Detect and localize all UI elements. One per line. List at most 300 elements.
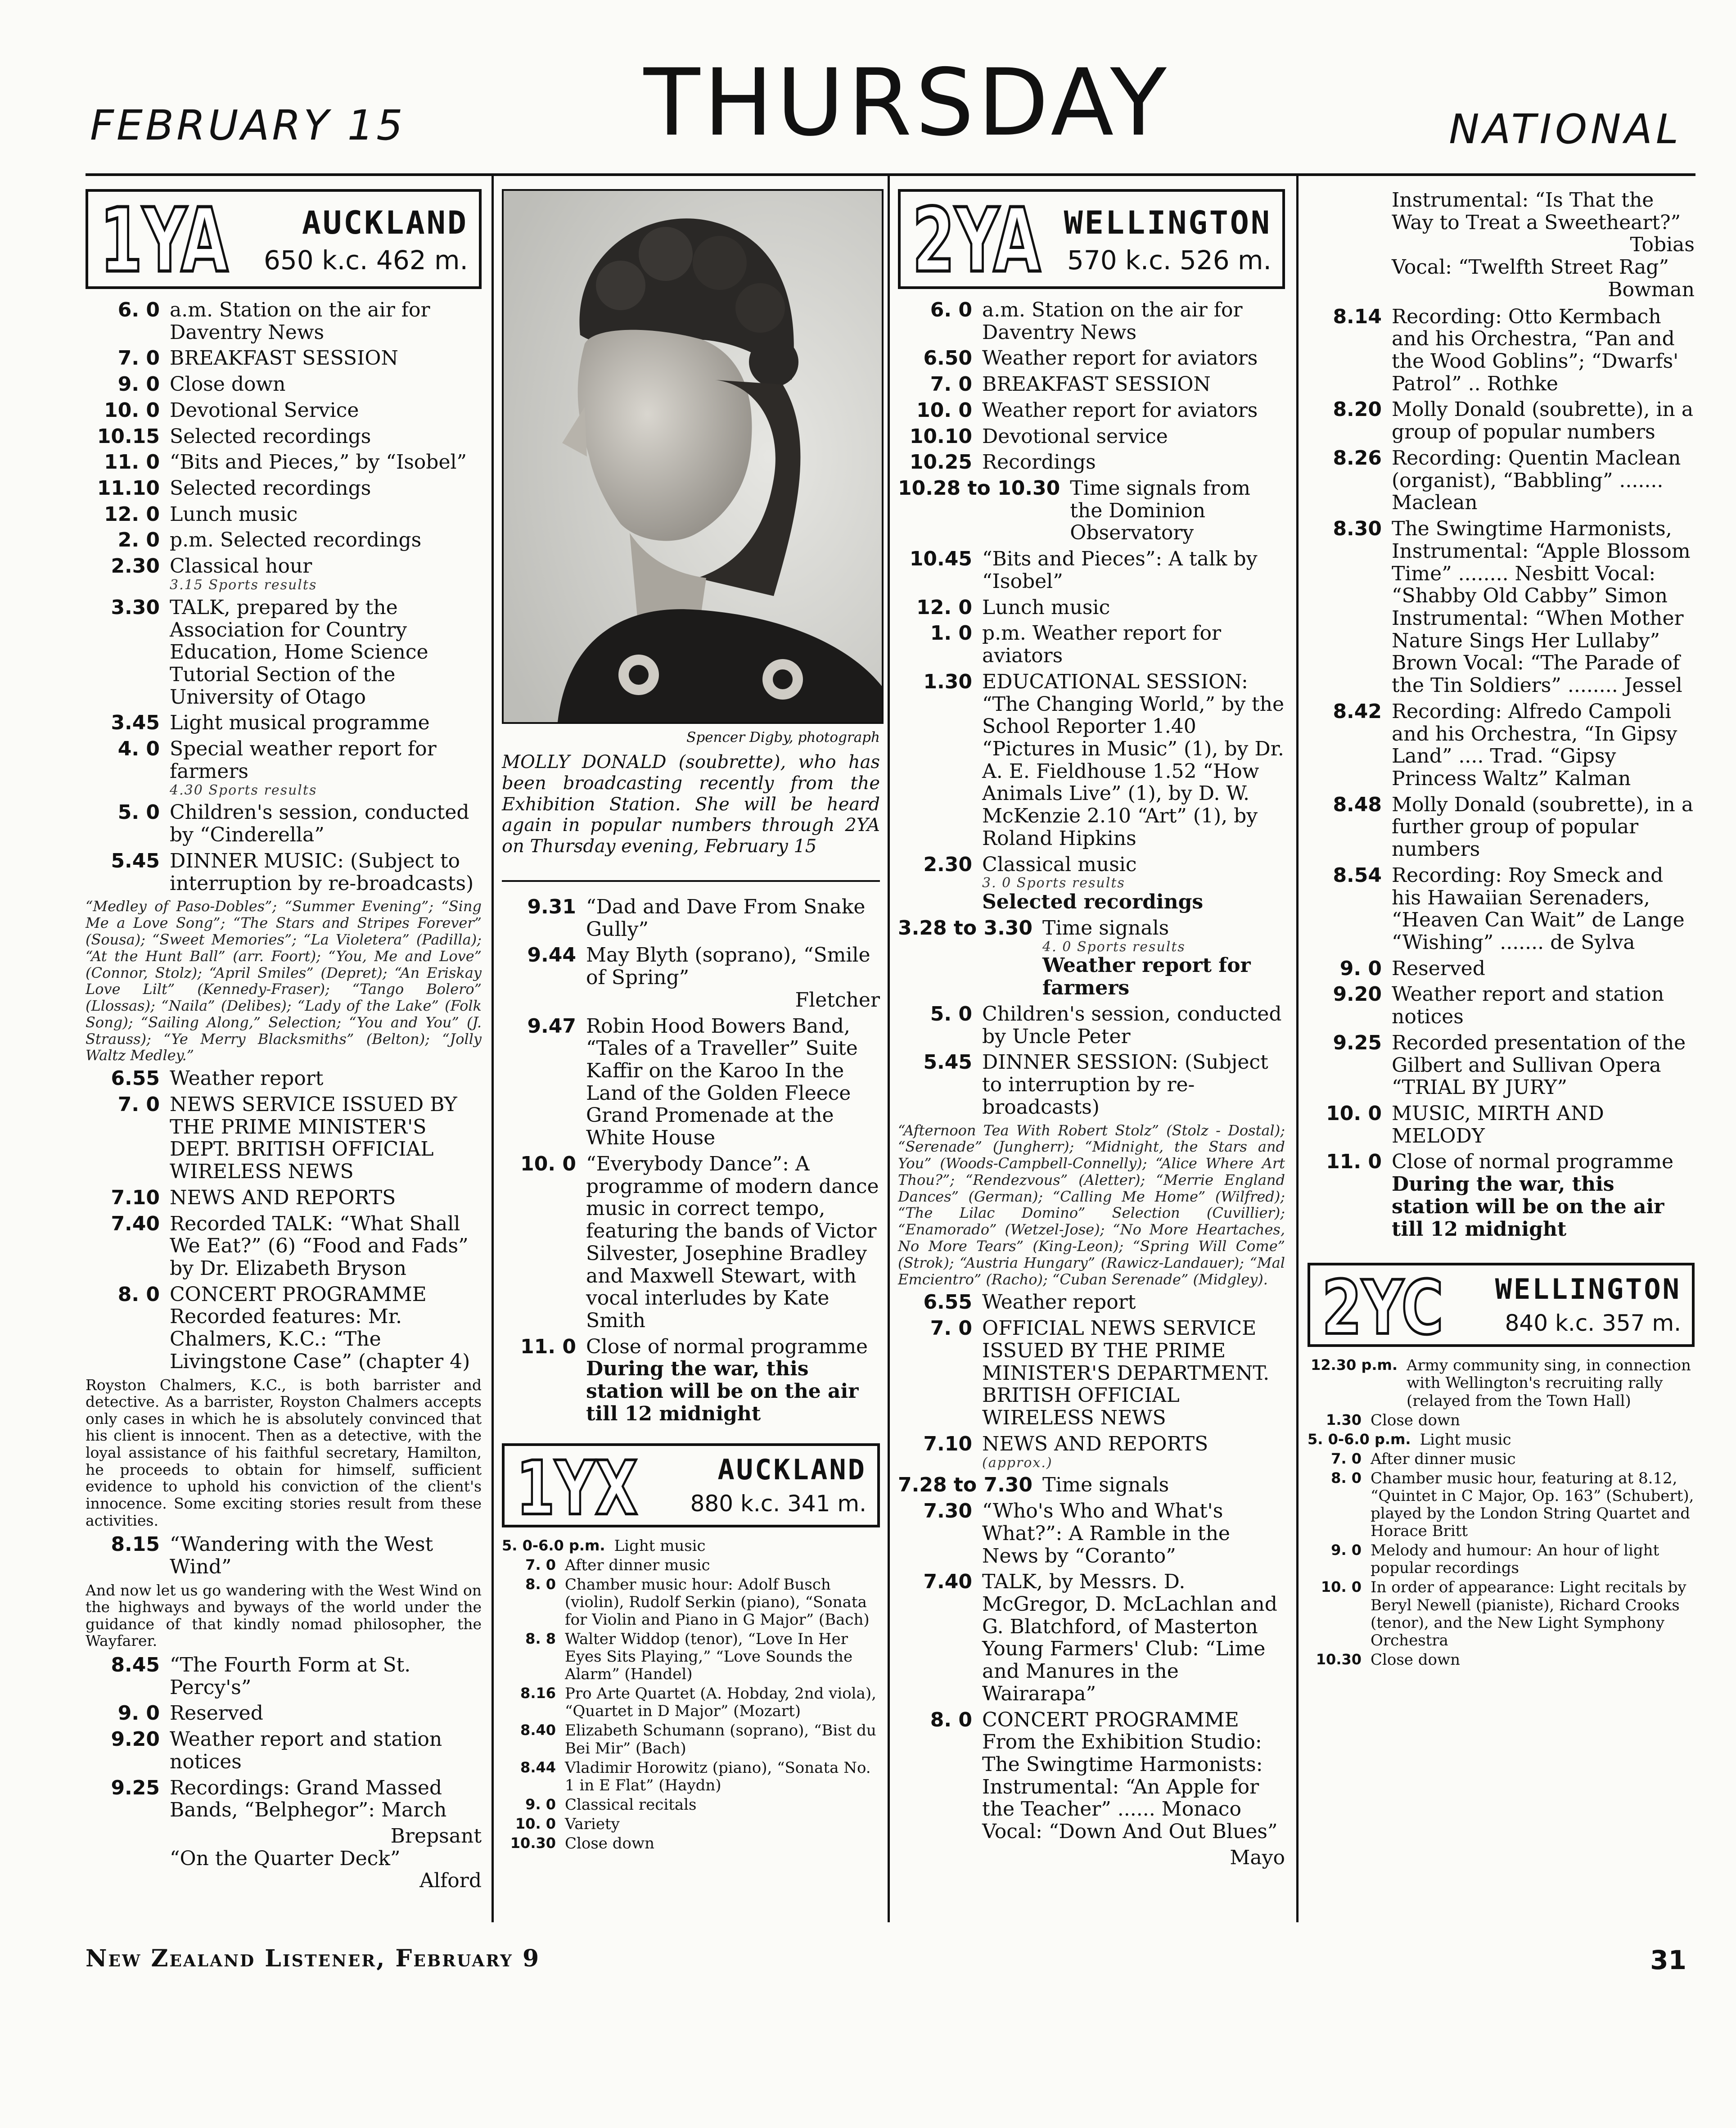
entry-body [982,299,1285,343]
entry-subnote: 3.15 Sports results [170,577,317,593]
schedule-entry [86,399,482,422]
entry-time: 7. 0 [525,1556,556,1573]
entry-body [170,1702,482,1725]
callsign-logo [1322,1265,1448,1351]
schedule-entry [898,1433,1285,1471]
entry-time: 8.20 [1333,398,1382,421]
svg-text:2YC: 2YC [1322,1265,1443,1351]
entry-time: 10.30 [1316,1650,1362,1668]
item-text: Vocal: “Twelfth Street Rag” [1392,256,1669,279]
entry-text: CONCERT PROGRAMME Recorded features: Mr. Chalmers, K.C.: “The Livingstone Case” (chapter 4) [170,1283,470,1373]
schedule-entry [502,1816,880,1833]
entry-time: 7. 0 [117,347,160,370]
schedule-entry [502,944,880,1011]
entry-body [1392,1151,1695,1240]
entry-time: 10. 0 [104,398,160,422]
entry-body [1392,306,1695,395]
entry-time: 9.25 [1333,1031,1382,1054]
entry-text: Weather report for aviators [982,398,1258,422]
entry-time: 7. 0 [117,1093,160,1116]
schedule-entry [898,1003,1285,1048]
entry-text: Weather report and station notices [170,1728,442,1773]
entry-text: After dinner music [565,1556,710,1574]
entry-text: Close down [565,1834,654,1853]
entry-body [170,801,482,846]
schedule-entry [86,1777,482,1821]
entry-text: Recording: Roy Smeck and his Hawaiian Serenaders, “Heaven Can Wait” de Lange “Wishing” ....... de Sylva [1392,863,1685,954]
schedule-entry [86,1067,482,1090]
entry-body [982,622,1285,667]
entry-text: The Swingtime Harmonists, Instrumental: “Apple Blossom Time” ........ Nesbitt Vocal: “Shabby Old Cabby” Simon Instrumental: “When Mother Nature Sings Her Lullaby” Brown Vocal: “The Parade of the Tin Soldiers” ........ Jessel [1392,517,1691,697]
entry-body [565,1816,880,1833]
schedule-entry [86,477,482,500]
composer: Alford [419,1869,482,1893]
schedule-entry [898,1317,1285,1429]
callsign-logo [912,190,1043,292]
entry-body [586,896,880,940]
entry-body [565,1796,880,1814]
entry-time: 4. 0 [117,737,160,761]
entry-body [170,451,482,474]
entry-text: Special weather report for farmers [170,737,437,783]
entry-time: 8. 0 [930,1708,972,1731]
entry-body [982,548,1285,592]
entry-text: Lunch music [982,596,1110,619]
entry-subnote: 3. 0 Sports results [982,875,1125,891]
schedule-entry [86,596,482,709]
entry-body [1392,1032,1695,1099]
entry-text: Vladimir Horowitz (piano), “Sonata No. 1 in E Flat” (Haydn) [565,1758,871,1794]
entry-text: BREAKFAST SESSION [982,373,1211,396]
column-2ya-continued [1308,189,1695,1671]
entry-text: Army community sing, in connection with Wellington's recruiting rally (relayed from the Town Hall) [1407,1356,1691,1410]
column-1ya-continued [502,896,880,1854]
entry-time: 3.30 [111,596,160,619]
entry-time: 7.40 [111,1212,160,1235]
entry-subnote: 4. 0 Sports results [1042,939,1186,955]
entry-body [614,1537,880,1555]
entry-text: Recorded presentation of the Gilbert and Sullivan Opera “TRIAL BY JURY” [1392,1031,1686,1099]
page-day-title: THURSDAY [644,50,1170,157]
entry-body [586,1153,880,1332]
schedule-entry [86,425,482,448]
entry-time: 7. 0 [1331,1450,1362,1467]
entry-text: Close down [1371,1411,1460,1429]
composer: Brepsant [390,1825,482,1848]
entry-body [170,503,482,526]
entry-body [170,425,482,448]
entry-time: 7.10 [923,1432,972,1455]
schedule-entry [1308,700,1695,790]
schedule-entry [1308,1357,1695,1410]
entry-text: a.m. Station on the air for Daventry News [982,298,1243,344]
entry-time: 8. 8 [525,1630,556,1647]
header-rule [86,173,1695,176]
schedule-entry [86,347,482,370]
entry-time: 10. 0 [520,1152,576,1175]
entry-text: Close of normal programme [586,1335,868,1358]
portrait-photo [502,189,884,724]
entry-body [565,1685,880,1720]
column-1ya [86,189,482,1892]
schedule-entry [86,373,482,396]
entry-body [170,1283,482,1373]
schedule-entry [1308,1431,1695,1449]
section-rule [502,880,880,882]
entry-time: 12.30 p.m. [1311,1356,1398,1374]
entry-time: 9.31 [527,895,576,918]
entry-text: Weather report [170,1067,324,1090]
entry-body [1392,700,1695,790]
entry-body [1420,1431,1695,1449]
schedule-list [502,1537,880,1853]
entry-time: 10.30 [510,1834,556,1852]
entry-time: 12. 0 [916,596,972,619]
entry-time: 9. 0 [1339,957,1382,980]
entry-body [1392,398,1695,443]
schedule-entry [898,399,1285,422]
svg-text:2YA: 2YA [912,190,1041,292]
entry-text: “The Fourth Form at St. Percy's” [170,1653,411,1699]
schedule-entry [502,1576,880,1629]
entry-time: 1. 0 [930,622,972,645]
entry-body [1392,1102,1695,1147]
schedule-entry [1308,1032,1695,1099]
entry-text: Close of normal programme [1392,1150,1674,1174]
entry-time: 10. 0 [515,1815,556,1832]
entry-body [565,1759,880,1794]
entry-text: Weather report [982,1291,1136,1314]
publication-footer: New Zealand Listener, February 9 [86,1945,541,1972]
entry-text: CONCERT PROGRAMME From the Exhibition Studio: The Swingtime Harmonists: Instrumental: “An Apple for the Teacher” ...... Monaco Vocal: “Down And Out Blues” [982,1708,1278,1843]
schedule-entry [1308,794,1695,861]
schedule-entry [502,1153,880,1332]
schedule-list [898,299,1285,1119]
entry-time: 9. 0 [1331,1541,1362,1559]
entry-text: Close down [170,373,286,396]
entry-text: Weather report for aviators [982,347,1258,370]
entry-text: Children's session, conducted by Uncle Peter [982,1002,1282,1048]
entry-body [1042,917,1285,999]
photo-credit: Spencer Digby, photograph [686,729,880,745]
entry-body [982,854,1285,913]
entry-text: Light music [614,1536,706,1555]
entry-body [1407,1357,1695,1410]
entry-body [170,596,482,709]
schedule-entry [86,529,482,551]
entry-detail: Weather report for farmers [1042,954,1251,1000]
station-city: AUCKLAND [302,204,468,241]
entry-body [982,1433,1285,1471]
schedule-entry [502,1796,880,1814]
schedule-entry [1308,1470,1695,1540]
entry-text: TALK, prepared by the Association for Country Education, Home Science Tutorial Section of the University of Otago [170,596,428,709]
entry-body [1371,1651,1695,1669]
entry-text: Variety [565,1815,620,1833]
composer: Tobias [1630,233,1695,257]
entry-text: “Bits and Pieces”: A talk by “Isobel” [982,547,1258,593]
schedule-list [502,896,880,1425]
schedule-list [86,1654,482,1821]
page-number: 31 [1650,1945,1686,1975]
schedule-list [898,1291,1285,1843]
column-divider [491,176,494,1922]
entry-body [170,850,482,895]
entry-time: 11. 0 [104,451,160,474]
entry-text: DINNER MUSIC: (Subject to interruption by re-broadcasts) [170,849,474,895]
entry-text: Devotional service [982,425,1168,448]
entry-time: 6. 0 [117,298,160,321]
entry-body [1371,1579,1695,1649]
entry-time: 9.44 [527,944,576,967]
item-text: Instrumental: “Is That the Way to Treat a Sweetheart?” [1392,189,1681,234]
entry-body [1371,1542,1695,1577]
schedule-entry [898,477,1285,544]
schedule-entry [1308,398,1695,443]
schedule-entry [898,373,1285,396]
entry-time: 11.10 [97,477,160,500]
schedule-entry [1308,983,1695,1028]
station-frequency: 570 k.c. 526 m. [1067,245,1272,276]
entry-body [586,1336,880,1425]
entry-time: 1.30 [1326,1411,1362,1428]
entry-text: Classical recitals [565,1795,697,1814]
composer: Bowman [1608,278,1695,301]
entry-body [1042,1474,1285,1496]
schedule-entry [86,1283,482,1373]
entry-text: Recording: Otto Kermbach and his Orchestra, “Pan and the Wood Goblins”; “Dwarfs' Patrol” .. Rothke [1392,305,1679,395]
schedule-entry [898,917,1285,999]
entry-detail: During the war, this station will be on the air till 12 midnight [1392,1173,1664,1241]
station-header-2ya [898,189,1285,292]
entry-time: 8.54 [1333,863,1382,887]
entry-text: Reserved [170,1702,263,1725]
entry-body [1371,1450,1695,1468]
entry-text: Recordings: Grand Massed Bands, “Belphegor”: March [170,1776,447,1822]
entry-time: 8.40 [520,1721,556,1739]
station-header-1ya [86,189,482,292]
schedule-entry [898,1500,1285,1567]
schedule-entry [86,738,482,798]
entry-body [170,738,482,798]
station-header-2yc [1308,1263,1695,1351]
entry-body [982,347,1285,370]
entry-time: 7. 0 [930,1317,972,1340]
column-2ya [898,189,1285,1869]
entry-time: 5.45 [111,849,160,872]
entry-time: 8. 0 [525,1575,556,1593]
entry-body [982,425,1285,448]
entry-text: TALK, by Messrs. D. McGregor, D. McLachlan and G. Blatchford, of Masterton Young Farmers' Club: “Lime and Manures in the Wairarapa” [982,1570,1277,1705]
photo-caption: MOLLY DONALD (soubrette), who has been broadcasting recently from the Exhibition Station. She will be heard again in popular numbers through 2YA on Thursday evening, February 15 [502,752,880,857]
entry-time: 9.47 [527,1014,576,1038]
entry-time: 8.45 [111,1653,160,1676]
entry-body [170,1067,482,1090]
entry-body [170,1654,482,1699]
entry-body [170,1093,482,1183]
entry-text: Light musical programme [170,711,430,735]
entry-time: 8. 0 [117,1283,160,1306]
entry-time: 6.55 [111,1067,160,1090]
entry-body [1392,518,1695,697]
entry-text: Recordings [982,451,1096,474]
entry-time: 10. 0 [916,398,972,422]
entry-text: a.m. Station on the air for Daventry News [170,298,430,344]
entry-text: EDUCATIONAL SESSION: “The Changing World,” by the School Reporter 1.40 “Pictures in Music” (1), by Dr. A. E. Fieldhouse 1.52 “How Animals Live” (1), by D. W. McKenzie 2.10 “Art” (1), by Roland Hipkins [982,670,1285,850]
entry-time: 1.30 [923,670,972,693]
entry-time: 8.30 [1333,517,1382,541]
entry-text: May Blyth (soprano), “Smile of Spring” [586,944,870,989]
entry-text: In order of appearance: Light recitals by Beryl Newell (pianiste), Richard Crooks (tenor), and the New Light Symphony Orchestra [1371,1578,1686,1649]
entry-time: 7. 0 [930,373,972,396]
entry-time: 12. 0 [104,502,160,526]
entry-time: 10.15 [97,425,160,448]
entry-body [170,1728,482,1773]
entry-body [982,1317,1285,1429]
entry-text: Classical hour [170,555,312,578]
entry-text: DINNER SESSION: (Subject to interruption by re-broadcasts) [982,1051,1268,1119]
entry-body [982,373,1285,396]
schedule-entry [898,347,1285,370]
entry-text: Robin Hood Bowers Band, “Tales of a Traveller” Suite Kaffir on the Karoo In the Land of the Golden Fleece Grand Promenade at the White House [586,1014,858,1150]
entry-body [1371,1412,1695,1429]
entry-body [170,399,482,422]
schedule-entry [1308,1450,1695,1468]
entry-time: 9.25 [111,1776,160,1799]
schedule-entry [1308,1651,1695,1669]
entry-time: 6.50 [923,347,972,370]
entry-text: Classical music [982,853,1137,876]
svg-text:1YX: 1YX [516,1445,638,1532]
entry-time: 6.55 [923,1291,972,1314]
entry-text: “Bits and Pieces,” by “Isobel” [170,451,467,474]
entry-body [565,1631,880,1683]
schedule-entry [502,1015,880,1149]
entry-body [982,1003,1285,1048]
entry-body [982,1500,1285,1567]
entry-text: MUSIC, MIRTH AND MELODY [1392,1102,1604,1148]
network-label: NATIONAL [1449,106,1682,153]
entry-body [565,1557,880,1574]
entry-text: Time signals [1042,916,1169,940]
entry-text: Time signals [1042,1473,1169,1497]
entry-time: 11. 0 [1326,1150,1382,1174]
entry-body [1392,958,1695,980]
schedule-entry [1308,306,1695,395]
entry-text: Pro Arte Quartet (A. Hobday, 2nd viola), “Quartet in D Major” (Mozart) [565,1685,876,1721]
station-city: WELLINGTON [1495,1273,1681,1306]
entry-text: NEWS AND REPORTS [170,1186,396,1209]
entry-text: Selected recordings [170,477,371,500]
schedule-list [86,1067,482,1373]
feature-blurb: And now let us go wandering with the West Wind on the highways and byways of the world under the guidance of that kindly nomad philosopher, the Wayfarer. [86,1581,482,1650]
entry-time: 9. 0 [117,1702,160,1725]
entry-body [1070,477,1285,544]
entry-body [982,1291,1285,1314]
schedule-entry [86,712,482,734]
schedule-list [1308,1357,1695,1669]
entry-text: NEWS SERVICE ISSUED BY THE PRIME MINISTER'S DEPT. BRITISH OFFICIAL WIRELESS NEWS [170,1093,457,1184]
entry-text: Time signals from the Dominion Observatory [1070,477,1250,545]
entry-body [586,1015,880,1149]
schedule-entry [1308,864,1695,954]
entry-time: 8.44 [520,1758,556,1776]
entry-body [982,596,1285,619]
schedule-entry [502,1685,880,1720]
entry-body [982,1051,1285,1118]
schedule-entry [1308,1542,1695,1577]
schedule-list [86,299,482,895]
entry-text: Chamber music hour, featuring at 8.12, “Quintet in C Major, Op. 163” (Schubert), played by the London String Quartet and Horace Britt [1371,1469,1694,1541]
entry-time: 8. 0 [1331,1469,1362,1486]
entry-time: 2.30 [111,555,160,578]
entry-body [982,1709,1285,1843]
entry-time: 5. 0 [930,1002,972,1026]
entry-text: Molly Donald (soubrette), in a further group of popular numbers [1392,793,1694,861]
entry-text: p.m. Weather report for aviators [982,622,1222,668]
station-frequency: 840 k.c. 357 m. [1505,1310,1681,1337]
composer: Fletcher [795,988,880,1012]
entry-time: 10. 0 [1326,1102,1382,1125]
entry-body [170,477,482,500]
schedule-entry [898,451,1285,474]
schedule-entry [1308,1579,1695,1649]
recording-title: “On the Quarter Deck” [170,1847,401,1870]
callsign-logo [100,190,230,292]
entry-text: Weather report and station notices [1392,983,1664,1029]
entry-text: Recording: Quentin Maclean (organist), “Babbling” ....... Maclean [1392,446,1681,515]
schedule-entry [502,1537,880,1555]
entry-time: 9. 0 [117,373,160,396]
schedule-entry [898,1291,1285,1314]
entry-time: 7.30 [923,1500,972,1523]
entry-text: Children's session, conducted by “Cinderella” [170,801,469,847]
entry-body [565,1722,880,1757]
schedule-entry [898,854,1285,913]
entry-body [565,1576,880,1629]
entry-body [565,1835,880,1852]
composer: Mayo [1230,1846,1285,1869]
entry-body [1392,794,1695,861]
column-divider [888,176,890,1922]
entry-time: 10. 0 [1321,1578,1362,1596]
entry-body [586,944,880,1011]
entry-text: p.m. Selected recordings [170,529,422,552]
schedule-entry [86,801,482,846]
entry-text: “Dad and Dave From Snake Gully” [586,895,866,941]
entry-text: “Wandering with the West Wind” [170,1533,433,1578]
entry-time: 8.16 [520,1685,556,1702]
entry-time: 5. 0-6.0 p.m. [502,1536,605,1554]
station-frequency: 650 k.c. 462 m. [263,245,468,276]
entry-time: 3.28 to 3.30 [898,916,1033,940]
entry-body [1392,864,1695,954]
entry-body [982,671,1285,850]
schedule-entry [1308,1102,1695,1147]
entry-text: Selected recordings [170,425,371,448]
schedule-entry [502,1557,880,1574]
column-divider [1296,176,1299,1922]
schedule-entry [502,896,880,940]
entry-subnote: (approx.) [982,1455,1053,1471]
entry-text: BREAKFAST SESSION [170,347,398,370]
entry-text: Melody and humour: An hour of light popular recordings [1371,1541,1659,1577]
entry-text: NEWS AND REPORTS [982,1432,1208,1455]
schedule-entry [86,1093,482,1183]
schedule-entry [86,850,482,895]
entry-time: 2. 0 [117,529,160,552]
entry-body [982,399,1285,422]
